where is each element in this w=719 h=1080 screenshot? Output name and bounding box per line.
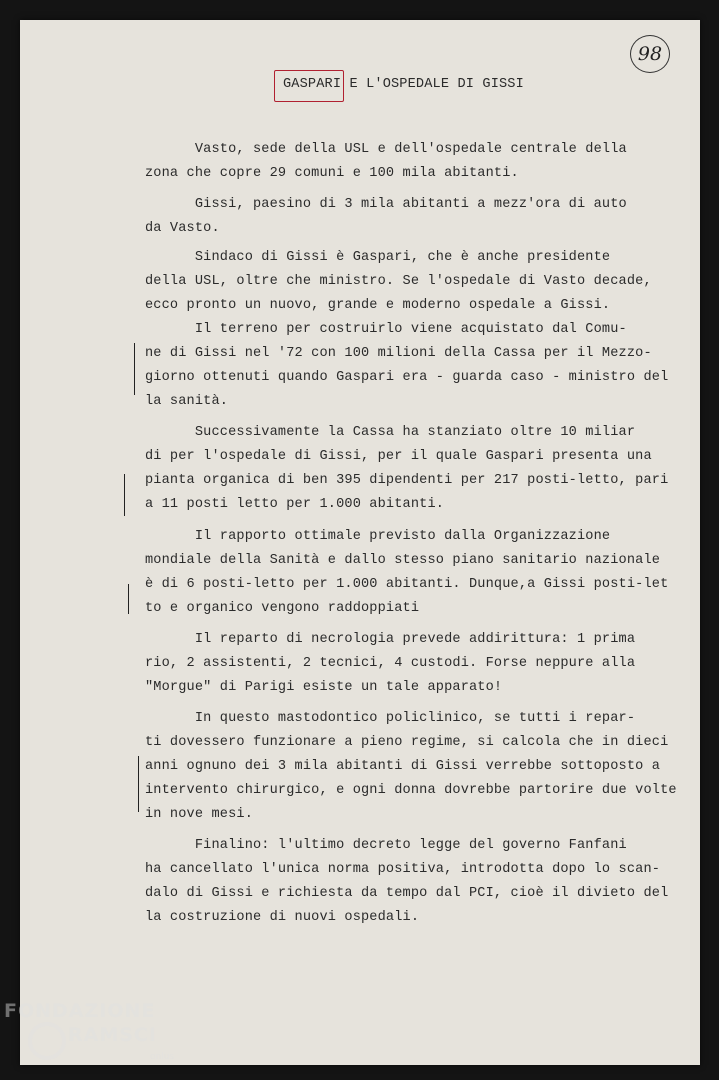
text-line: anni ognuno dei 3 mila abitanti di Gissi verrebbe sottoposto a (145, 759, 661, 774)
watermark-logo (4, 1000, 184, 1070)
text-line: da Vasto. (145, 221, 220, 236)
margin-mark (124, 474, 125, 516)
text-line: Il reparto di necrologia prevede addirittura: 1 prima (145, 632, 636, 647)
text-line: ne di Gissi nel '72 con 100 milioni della Cassa per il Mezzo- (145, 346, 652, 361)
text-line: ti dovessero funzionare a pieno regime, si calcola che in dieci (145, 735, 669, 750)
text-line: la costruzione di nuovi ospedali. (145, 910, 420, 925)
page-title (283, 77, 524, 92)
watermark-g-icon (28, 1022, 66, 1060)
text-line: a 11 posti letto per 1.000 abitanti. (145, 497, 445, 512)
watermark-line1: FONDAZIONE (4, 1000, 156, 1022)
title-name: GASPARI (283, 77, 342, 92)
text-line: pianta organica di ben 395 dipendenti per 217 posti-letto, pari (145, 473, 669, 488)
text-line: Successivamente la Cassa ha stanziato oltre 10 miliar (145, 425, 636, 440)
margin-mark (134, 343, 135, 395)
text-line: ha cancellato l'unica norma positiva, introdotta dopo lo scan- (145, 862, 661, 877)
title-rest: E L'OSPEDALE DI GISSI (341, 77, 524, 92)
text-line: Sindaco di Gissi è Gaspari, che è anche presidente (145, 250, 611, 265)
text-line: In questo mastodontico policlinico, se tutti i repar- (145, 711, 636, 726)
watermark-line2: RAMSCI (68, 1024, 157, 1046)
text-line: Il terreno per costruirlo viene acquistato dal Comu- (145, 322, 627, 337)
text-line: "Morgue" di Parigi esiste un tale apparato! (145, 680, 503, 695)
text-line: rio, 2 assistenti, 2 tecnici, 4 custodi. Forse neppure alla (145, 656, 636, 671)
text-line: è di 6 posti-letto per 1.000 abitanti. Dunque,a Gissi posti-let (145, 577, 669, 592)
text-line: ecco pronto un nuovo, grande e moderno ospedale a Gissi. (145, 298, 611, 313)
text-line: zona che copre 29 comuni e 100 mila abitanti. (145, 166, 519, 181)
text-line: della USL, oltre che ministro. Se l'ospedale di Vasto decade, (145, 274, 652, 289)
margin-mark (128, 584, 129, 614)
text-line: giorno ottenuti quando Gaspari era - guarda caso - ministro del (145, 370, 669, 385)
page-number-stamp: 98 (630, 35, 670, 73)
text-line: to e organico vengono raddoppiati (145, 601, 420, 616)
text-line: Vasto, sede della USL e dell'ospedale centrale della (145, 142, 627, 157)
text-line: in nove mesi. (145, 807, 253, 822)
text-line: Finalino: l'ultimo decreto legge del governo Fanfani (145, 838, 627, 853)
text-line: Gissi, paesino di 3 mila abitanti a mezz'ora di auto (145, 197, 627, 212)
text-line: la sanità. (145, 394, 229, 409)
text-line: Il rapporto ottimale previsto dalla Organizzazione (145, 529, 611, 544)
text-line: di per l'ospedale di Gissi, per il quale Gaspari presenta una (145, 449, 652, 464)
margin-mark (138, 756, 139, 812)
text-line: dalo di Gissi e richiesta da tempo dal PCI, cioè il divieto del (145, 886, 669, 901)
text-line: intervento chirurgico, e ogni donna dovrebbe partorire due volte (145, 783, 677, 798)
watermark-sub: onlus (150, 1052, 175, 1062)
text-line: mondiale della Sanità e dallo stesso piano sanitario nazionale (145, 553, 661, 568)
